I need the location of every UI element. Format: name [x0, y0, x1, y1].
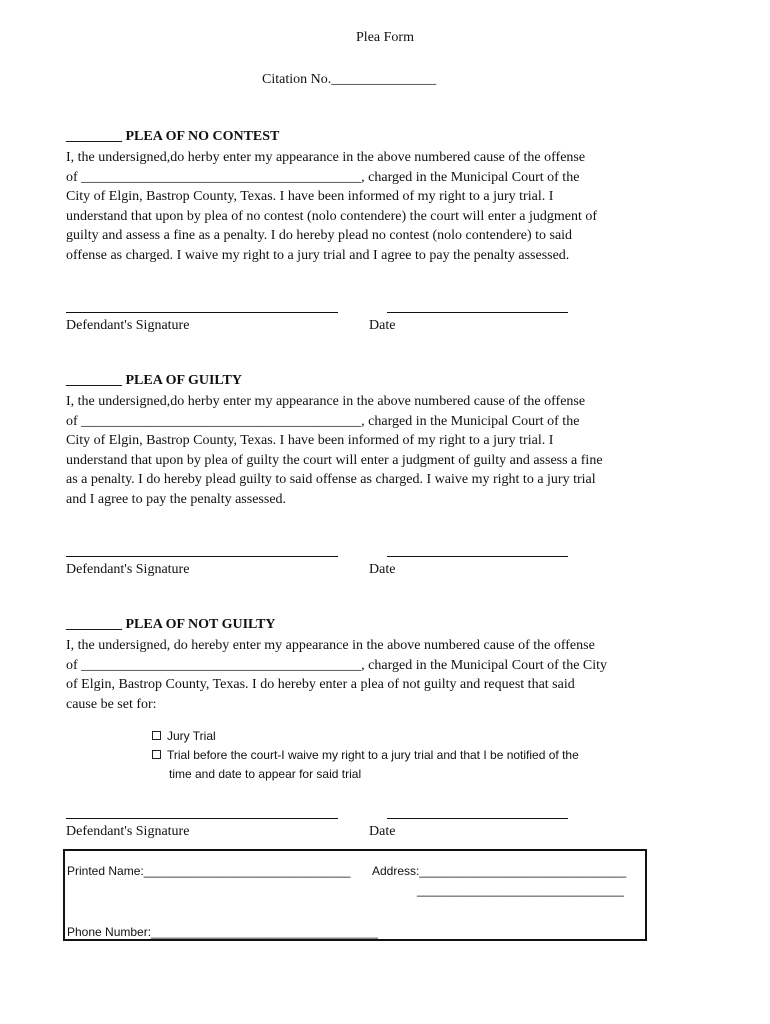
date-line[interactable]: [387, 556, 568, 557]
option-label: Jury Trial: [167, 729, 216, 743]
form-title: Plea Form: [356, 30, 414, 45]
date-line[interactable]: [387, 818, 568, 819]
body-line: and I agree to pay the penalty assessed.: [66, 491, 287, 507]
printed-name-field[interactable]: Printed Name:_______________________________: [67, 864, 351, 878]
body-line: I, the undersigned,do herby enter my appearance in the above numbered cause of the offense: [66, 150, 586, 165]
defendant-info-box: [63, 849, 647, 941]
option-continuation: time and date to appear for said trial: [169, 767, 362, 781]
option-label: Trial before the court-I waive my right to a jury trial and that I be notified of the: [167, 748, 579, 762]
date-line[interactable]: [387, 312, 568, 313]
checkbox-icon[interactable]: [152, 750, 161, 759]
court-trial-option[interactable]: [152, 748, 579, 762]
plea-guilty-heading[interactable]: ________ PLEA OF GUILTY: [66, 373, 242, 388]
address-field[interactable]: Address:_______________________________: [372, 864, 627, 878]
body-line: as a penalty. I do hereby plead guilty to said offense as charged. I waive my right to a jury trial: [66, 472, 596, 487]
plea-no-contest-heading[interactable]: ________ PLEA OF NO CONTEST: [66, 129, 280, 144]
body-line: of ________________________________________, charged in the Municipal Court of the: [66, 413, 580, 429]
body-line: understand that upon by plea of guilty the court will enter a judgment of guilty and assess a fine: [66, 452, 603, 468]
signature-label: Defendant's Signature: [66, 562, 190, 577]
checkbox-icon[interactable]: [152, 731, 161, 740]
citation-number-field[interactable]: Citation No._______________: [262, 72, 437, 87]
signature-line[interactable]: [66, 818, 338, 819]
signature-line[interactable]: [66, 312, 338, 313]
body-line: cause be set for:: [66, 696, 157, 712]
jury-trial-option[interactable]: [152, 729, 216, 743]
address-line-2-field[interactable]: _______________________________: [417, 883, 624, 897]
body-line: offense as charged. I waive my right to a jury trial and I agree to pay the penalty assessed.: [66, 247, 570, 263]
date-label: Date: [369, 318, 396, 333]
date-label: Date: [369, 824, 396, 839]
signature-label: Defendant's Signature: [66, 318, 190, 333]
signature-line[interactable]: [66, 556, 338, 557]
body-line: of Elgin, Bastrop County, Texas. I do hereby enter a plea of not guilty and request that said: [66, 677, 575, 692]
plea-not-guilty-heading[interactable]: ________ PLEA OF NOT GUILTY: [66, 617, 276, 632]
date-label: Date: [369, 562, 396, 577]
signature-label: Defendant's Signature: [66, 824, 190, 839]
body-line: City of Elgin, Bastrop County, Texas. I have been informed of my right to a jury trial. I: [66, 189, 554, 204]
body-line: guilty and assess a fine as a penalty. I do hereby plead no contest (nolo contendere) to said: [66, 228, 573, 243]
body-line: City of Elgin, Bastrop County, Texas. I have been informed of my right to a jury trial. I: [66, 433, 554, 448]
body-line: understand that upon by plea of no contest (nolo contendere) the court will enter a judgment of: [66, 208, 598, 224]
body-line: I, the undersigned, do hereby enter my appearance in the above numbered cause of the offense: [66, 638, 595, 653]
body-line: of ________________________________________, charged in the Municipal Court of the: [66, 169, 580, 185]
body-line: I, the undersigned,do herby enter my appearance in the above numbered cause of the offense: [66, 394, 586, 409]
body-line: of ________________________________________, charged in the Municipal Court of the City: [66, 657, 608, 673]
phone-number-field[interactable]: Phone Number:__________________________________: [67, 925, 378, 939]
